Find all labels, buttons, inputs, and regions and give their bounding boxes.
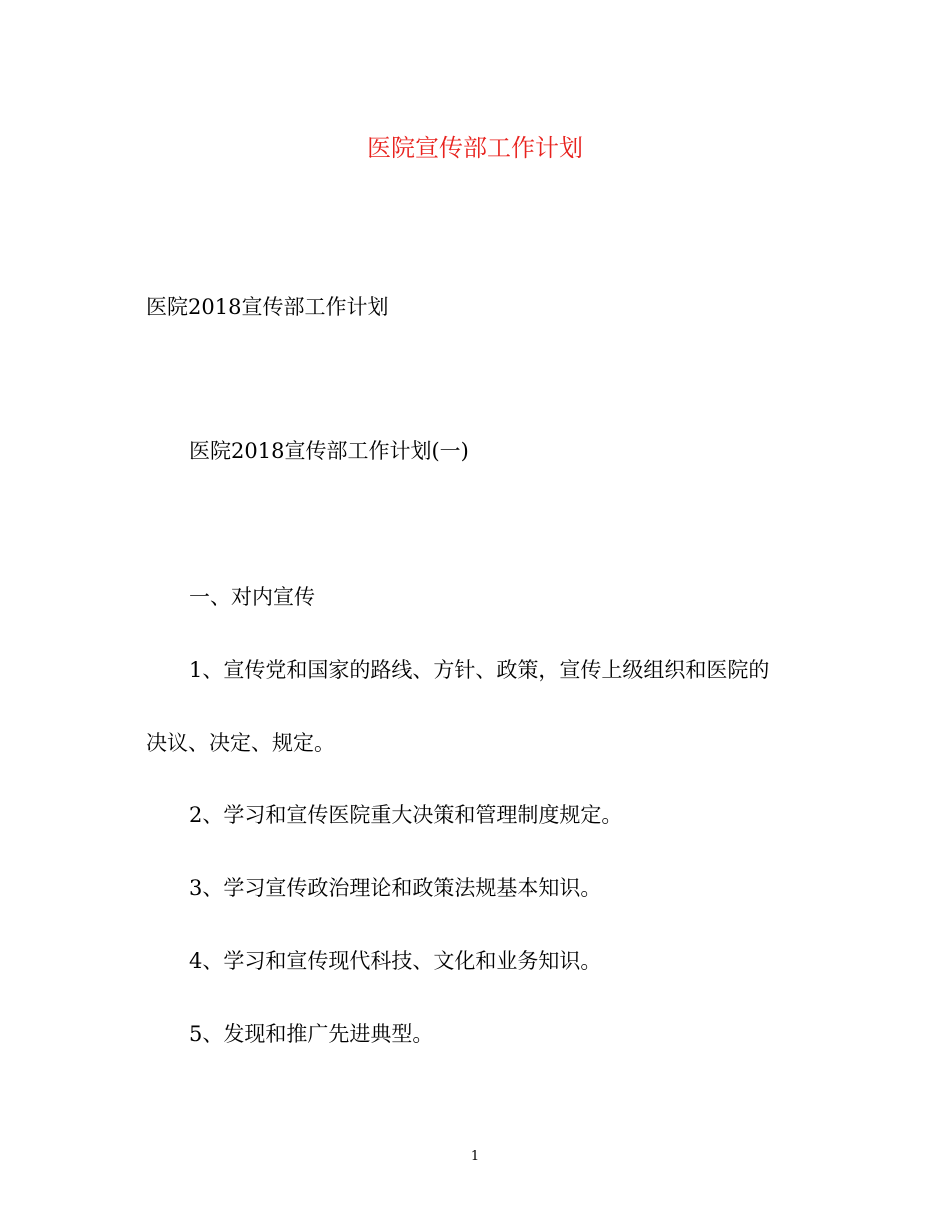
part-heading: 一、对内宣传 xyxy=(189,585,315,609)
list-item: 1、宣传党和国家的路线、方针、政策，宣传上级组织和医院的 xyxy=(189,658,770,682)
document-subtitle: 医院2018宣传部工作计划 xyxy=(146,295,389,319)
list-item: 5、发现和推广先进典型。 xyxy=(189,1022,434,1046)
list-item: 3、学习宣传政治理论和政策法规基本知识。 xyxy=(189,876,602,900)
section-heading: 医院2018宣传部工作计划(一) xyxy=(189,439,469,463)
list-item: 4、学习和宣传现代科技、文化和业务知识。 xyxy=(189,949,602,973)
list-item: 2、学习和宣传医院重大决策和管理制度规定。 xyxy=(189,803,623,827)
document-title: 医院宣传部工作计划 xyxy=(367,134,583,162)
page-number: 1 xyxy=(470,1149,480,1164)
list-item-continuation: 决议、决定、规定。 xyxy=(146,731,335,755)
